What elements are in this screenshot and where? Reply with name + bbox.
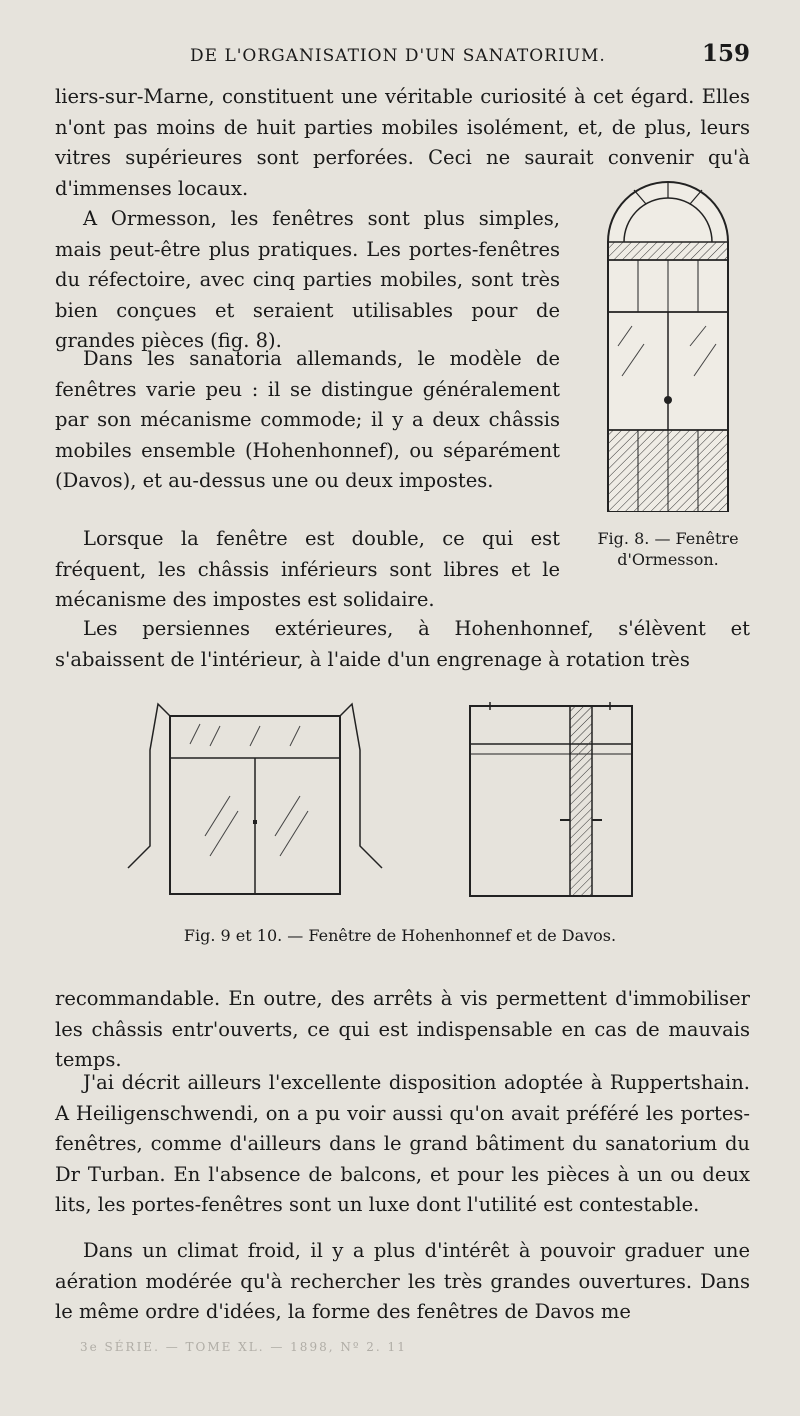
paragraph-7: J'ai décrit ailleurs l'excellente disposition adoptée à Ruppertshain. A Heiligenschwendi, on a pu voir aussi qu'on avait préféré les portes-fenêtres, comme d'ailleurs dans le grand bâtiment du sanatorium du Dr Turban. En l'absence de balcons, et pour les pièces à un ou deux lits, les portes-fenêtres sont un luxe dont l'utilité est contestable. bbox=[55, 1071, 750, 1216]
figure-8 bbox=[580, 176, 756, 580]
paragraph-2: A Ormesson, les fenêtres sont plus simples, mais peut-être plus pratiques. Les portes-fenêtres du réfectoire, avec cinq parties mobiles, sont très bien conçues et seraient utilisables pour de grandes pièces (fig. 8). bbox=[55, 207, 560, 352]
figures-9-10-caption: Fig. 9 et 10. — Fenêtre de Hohenhonnef et de Davos. bbox=[183, 926, 617, 945]
figures-9-10 bbox=[110, 696, 670, 906]
paragraph-4: Lorsque la fenêtre est double, ce qui est fréquent, les châssis inférieurs sont libres et le mécanisme des impostes est solidaire. bbox=[55, 527, 560, 611]
figure-10-window bbox=[470, 702, 632, 896]
running-head: DE L'ORGANISATION D'UN SANATORIUM. bbox=[190, 46, 606, 66]
paragraph-6: recommandable. En outre, des arrêts à vis permettent d'immobiliser les châssis entr'ouverts, ce qui est indispensable en cas de mauvais temps. bbox=[55, 987, 750, 1071]
figure-8-window-drawing bbox=[604, 176, 732, 512]
paragraph-8: Dans un climat froid, il y a plus d'intérêt à pouvoir graduer une aération modérée qu'à rechercher les très grandes ouvertures. Dans le même ordre d'idées, la forme des fenêtres de Davos me bbox=[55, 1239, 750, 1323]
footer-ghost-text: 3e SÉRIE. — TOME XL. — 1898, Nº 2. 11 bbox=[80, 1340, 407, 1354]
page-number: 159 bbox=[701, 40, 750, 67]
page-header bbox=[190, 40, 750, 72]
figure-8-caption-line-1: Fig. 8. — Fenêtre bbox=[597, 529, 739, 548]
figure-8-caption bbox=[580, 528, 756, 570]
figure-9-window bbox=[128, 704, 382, 894]
paragraph-3: Dans les sanatoria allemands, le modèle de fenêtres varie peu : il se distingue généralement par son mécanisme commode; il y a deux châssis mobiles ensemble (Hohenhonnef), ou séparément (Davos), et au-dessus une ou deux impostes. bbox=[55, 347, 560, 492]
paragraph-5: Les persiennes extérieures, à Hohenhonnef, s'élèvent et s'abaissent de l'intérieur, à l'aide d'un engrenage à rotation très bbox=[55, 617, 750, 671]
figure-8-caption-line-2: d'Ormesson. bbox=[617, 550, 719, 569]
paragraph-1-text: liers-sur-Marne, constituent une véritable curiosité à cet égard. Elles n'ont pas moins de huit parties mobiles isolément, et, de plus, leurs vitres supérieures sont perforées. Ceci ne saurait convenir qu'à d'immenses locaux. bbox=[55, 85, 750, 200]
figures-9-10-drawing bbox=[110, 696, 670, 906]
